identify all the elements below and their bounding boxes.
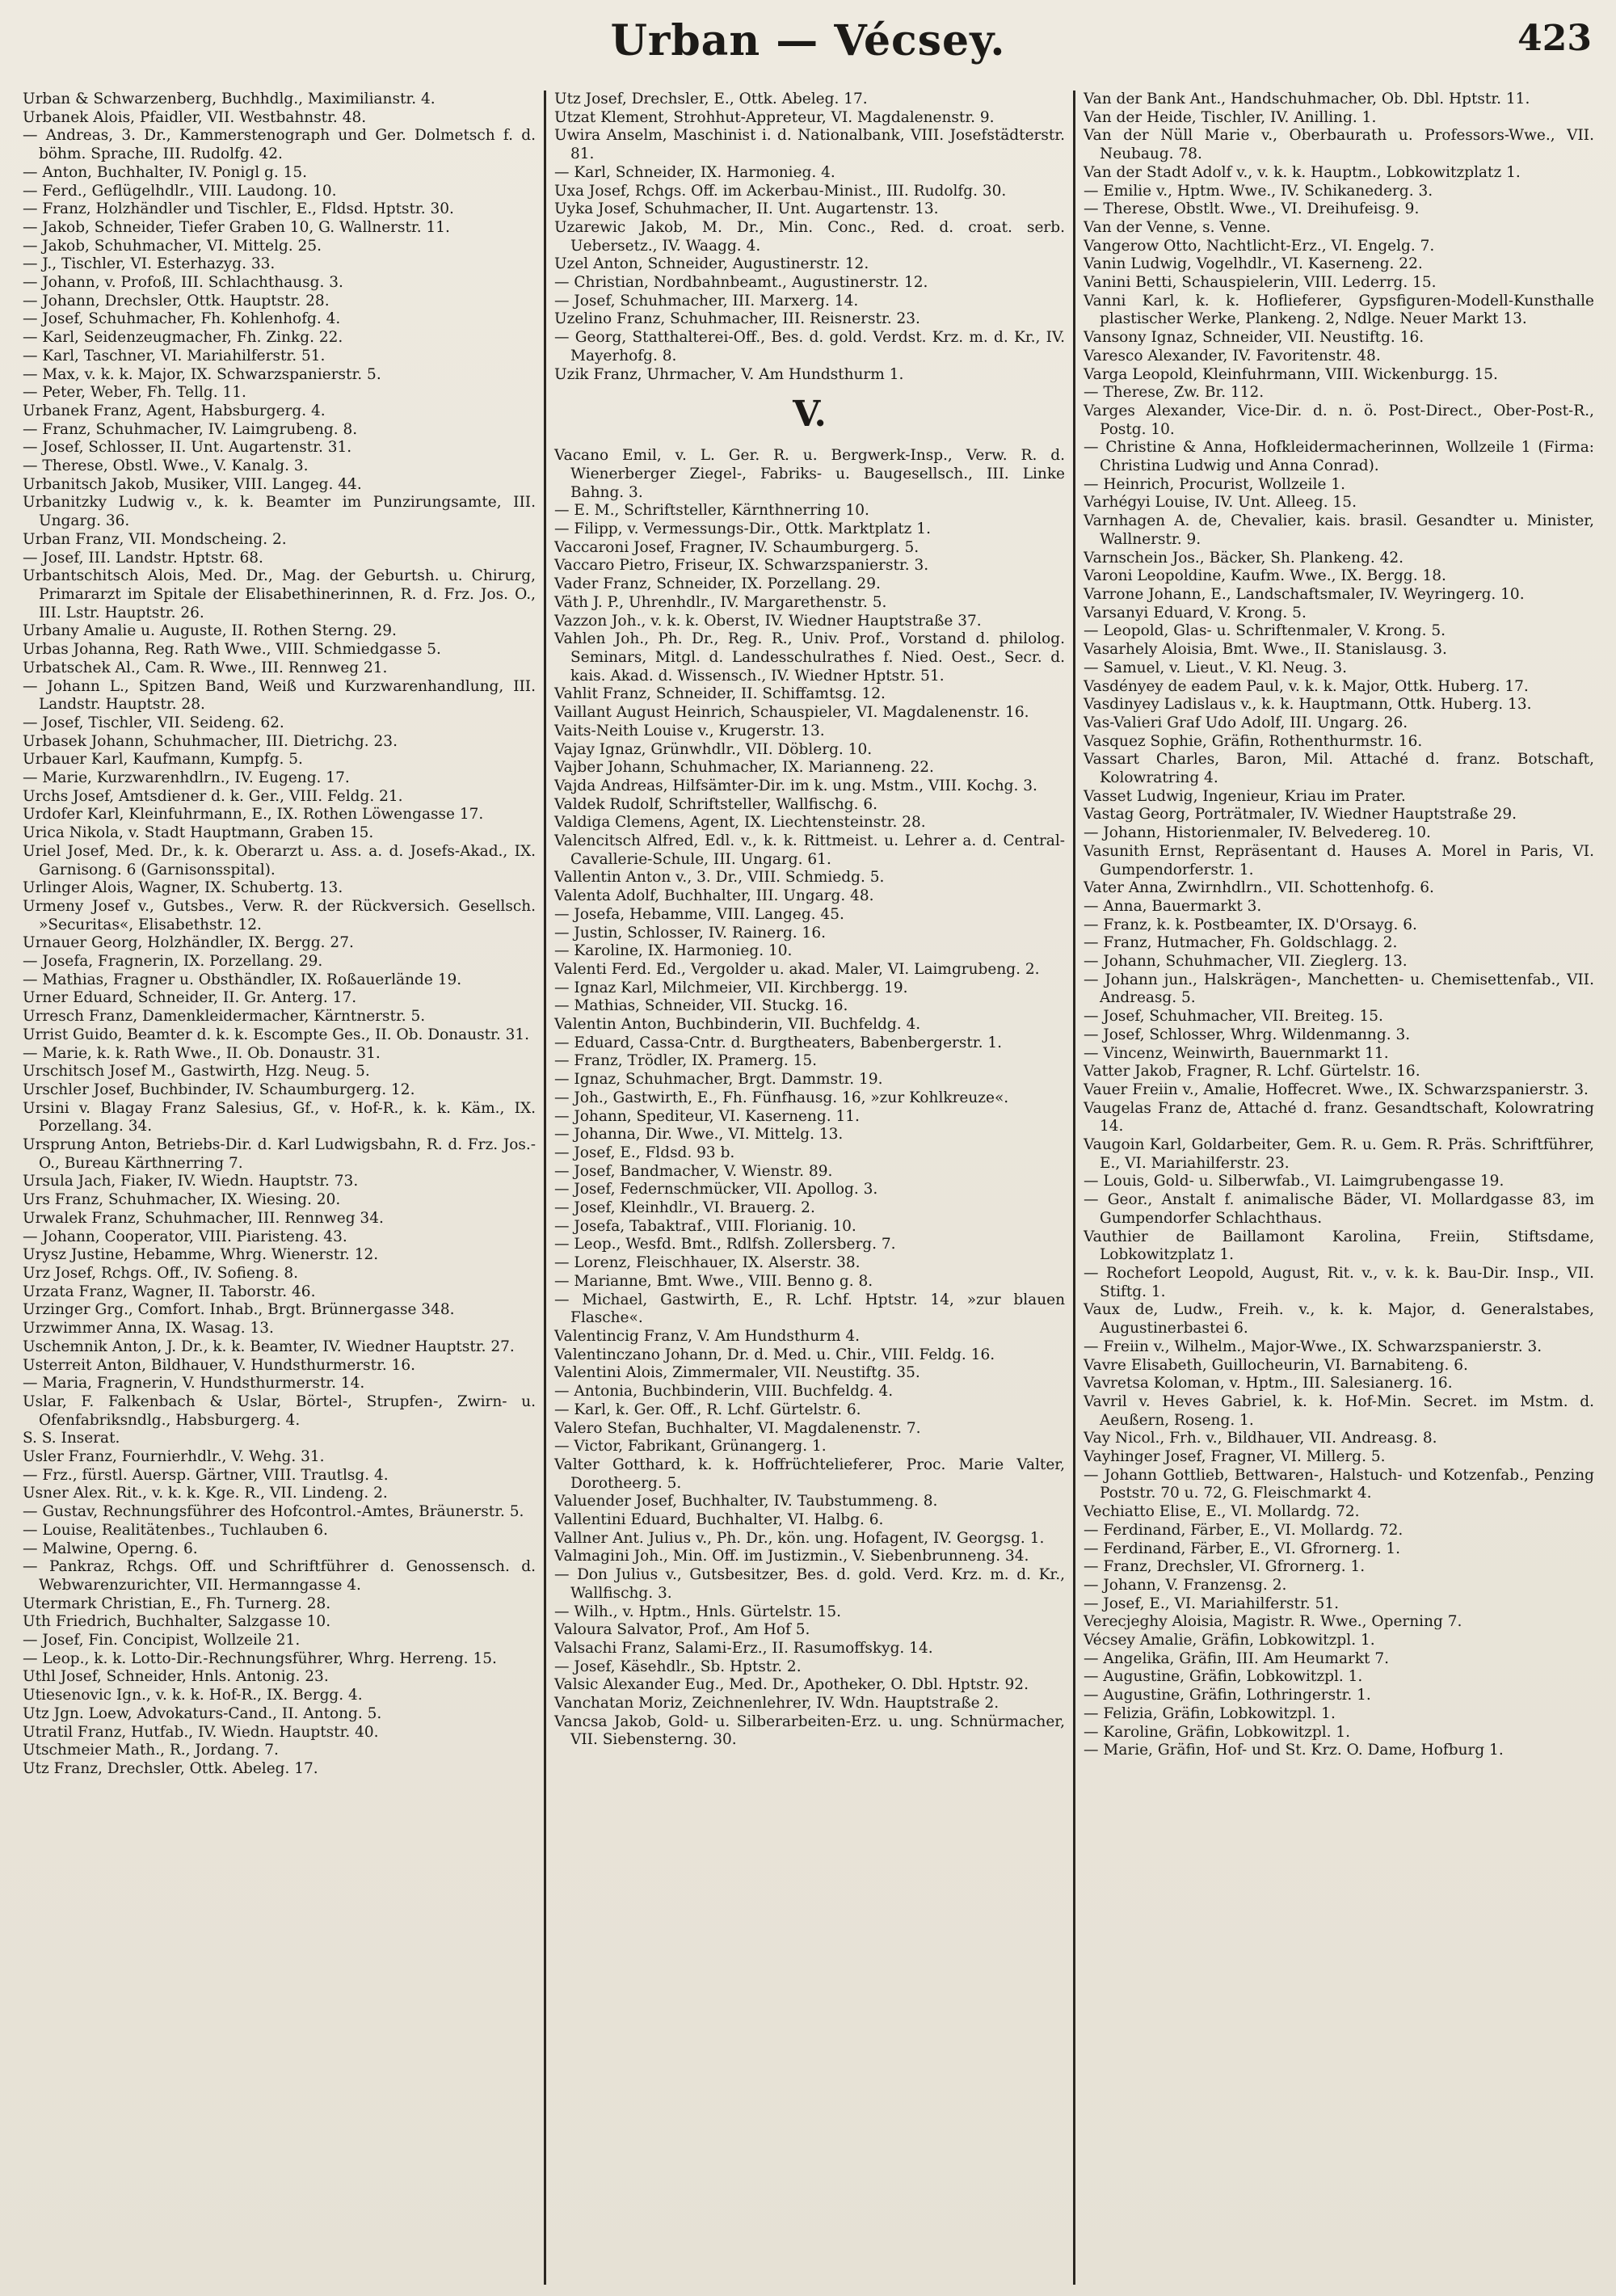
directory-entry: Valenta Adolf, Buchhalter, III. Ungarg. 48. bbox=[554, 887, 874, 905]
section-letter: V. bbox=[793, 394, 827, 436]
directory-entry: Vanin Ludwig, Vogelhdlr., VI. Kaserneng. 22. bbox=[1084, 255, 1423, 273]
directory-entry: — Augustine, Gräfin, Lobkowitzpl. 1. bbox=[1084, 1668, 1363, 1686]
directory-entry: Urbanitzky Ludwig v., k. k. Beamter im Punzirungsamte, III. Ungarg. 36. bbox=[23, 494, 536, 530]
directory-entry: — Pankraz, Rchgs. Off. und Schriftführer d. Genossensch. d. Webwarenzurichter, VII. Hermanngasse 4. bbox=[23, 1558, 536, 1594]
directory-entry: Utschmeier Math., R., Jordang. 7. bbox=[23, 1742, 279, 1759]
directory-entry: — Freiin v., Wilhelm., Major-Wwe., IX. Schwarzspanierstr. 3. bbox=[1084, 1338, 1542, 1355]
columns bbox=[15, 91, 1603, 2285]
directory-entry: — Josef, Federnschmücker, VII. Apollog. 3. bbox=[554, 1181, 878, 1199]
directory-entry: Valentinczano Johann, Dr. d. Med. u. Chir., VIII. Feldg. 16. bbox=[554, 1346, 995, 1363]
directory-entry: Usler Franz, Fournierhdlr., V. Wehg. 31. bbox=[23, 1448, 325, 1466]
directory-entry: Valdiga Clemens, Agent, IX. Liechtensteinstr. 28. bbox=[554, 814, 926, 832]
directory-entry: Uzik Franz, Uhrmacher, V. Am Hundsthurm 1. bbox=[554, 365, 904, 383]
directory-entry: Urzinger Grg., Comfort. Inhab., Brgt. Brünnergasse 348. bbox=[23, 1301, 455, 1319]
directory-entry: — Leop., k. k. Lotto-Dir.-Rechnungsführer, Whrg. Herreng. 15. bbox=[23, 1649, 497, 1667]
directory-entry: Vader Franz, Schneider, IX. Porzellang. 29. bbox=[554, 575, 881, 593]
directory-entry: Urbany Amalie u. Auguste, II. Rothen Sterng. 29. bbox=[23, 622, 397, 640]
running-head: Urban — Vécsey. bbox=[610, 16, 1006, 65]
directory-entry: — Franz, k. k. Postbeamter, IX. D'Orsayg. 6. bbox=[1084, 916, 1417, 933]
directory-entry: Urbatschek Al., Cam. R. Wwe., III. Rennweg 21. bbox=[23, 659, 388, 676]
directory-entry: Vallentin Anton v., 3. Dr., VIII. Schmiedg. 5. bbox=[554, 869, 885, 887]
directory-entry: — Josefa, Fragnerin, IX. Porzellang. 29. bbox=[23, 953, 323, 971]
directory-entry: Valenti Ferd. Ed., Vergolder u. akad. Maler, VI. Laimgrubeng. 2. bbox=[554, 960, 1040, 978]
directory-entry: Vavretsa Koloman, v. Hptm., III. Salesianerg. 16. bbox=[1084, 1375, 1453, 1392]
directory-entry: — Lorenz, Fleischhauer, IX. Alserstr. 38. bbox=[554, 1254, 861, 1272]
directory-entry: — Peter, Weber, Fh. Tellg. 11. bbox=[23, 384, 246, 402]
directory-entry: — Johann, v. Profoß, III. Schlachthausg. 3. bbox=[23, 274, 343, 292]
directory-entry: Uwira Anselm, Maschinist i. d. Nationalbank, VIII. Josefstädterstr. 81. bbox=[554, 127, 1065, 163]
directory-entry: Utz Josef, Drechsler, E., Ottk. Abeleg. 17. bbox=[554, 91, 868, 107]
directory-entry: — Marianne, Bmt. Wwe., VIII. Benno g. 8. bbox=[554, 1272, 873, 1290]
directory-entry: — Marie, k. k. Rath Wwe., II. Ob. Donaustr. 31. bbox=[23, 1044, 381, 1062]
directory-entry: Varoni Leopoldine, Kaufm. Wwe., IX. Bergg. 18. bbox=[1084, 567, 1446, 585]
directory-entry: — Angelika, Gräfin, III. Am Heumarkt 7. bbox=[1084, 1649, 1390, 1667]
directory-entry: Urresch Franz, Damenkleidermacher, Kärntnerstr. 5. bbox=[23, 1008, 426, 1026]
directory-entry: Valter Gotthard, k. k. Hoffrüchtelieferer, Proc. Marie Valter, Dorotheerg. 5. bbox=[554, 1456, 1065, 1492]
directory-entry: Varga Leopold, Kleinfuhrmann, VIII. Wickenburgg. 15. bbox=[1084, 365, 1498, 383]
directory-entry: — Louise, Realitätenbes., Tuchlauben 6. bbox=[23, 1521, 328, 1539]
directory-entry: Vas-Valieri Graf Udo Adolf, III. Ungarg. 26. bbox=[1084, 714, 1408, 731]
directory-entry: Valmagini Joh., Min. Off. im Justizmin., V. Siebenbrunneng. 34. bbox=[554, 1548, 1029, 1565]
directory-entry: Vajay Ignaz, Grünwhdlr., VII. Döblerg. 10. bbox=[554, 740, 873, 758]
directory-entry: Urzata Franz, Wagner, II. Taborstr. 46. bbox=[23, 1283, 316, 1300]
directory-entry: — Vincenz, Weinwirth, Bauernmarkt 11. bbox=[1084, 1044, 1389, 1062]
directory-entry: — Josef, Tischler, VII. Seideng. 62. bbox=[23, 714, 284, 731]
directory-entry: Urysz Justine, Hebamme, Whrg. Wienerstr. 12. bbox=[23, 1246, 379, 1264]
directory-entry: Urbantschitsch Alois, Med. Dr., Mag. der Geburtsh. u. Chirurg, Primararzt im Spitale der Elisabethinerinnen, R. d. Frz. Jos. O., III. Lstr. Hauptstr. 26. bbox=[23, 567, 536, 621]
directory-entry: Vaccaro Pietro, Friseur, IX. Schwarzspanierstr. 3. bbox=[554, 557, 929, 575]
directory-entry: Varnhagen A. de, Chevalier, kais. brasil. Gesandter u. Minister, Wallnerstr. 9. bbox=[1084, 512, 1594, 548]
directory-entry: Vahlit Franz, Schneider, II. Schiffamtsg. 12. bbox=[554, 685, 886, 703]
directory-entry: Vaillant August Heinrich, Schauspieler, VI. Magdalenenstr. 16. bbox=[554, 704, 1029, 722]
directory-entry: — Johann Gottlieb, Bettwaren-, Halstuch- und Kotzenfab., Penzing Poststr. 70 u. 72, G. Fleischmarkt 4. bbox=[1084, 1466, 1594, 1502]
directory-entry: — Samuel, v. Lieut., V. Kl. Neug. 3. bbox=[1084, 659, 1348, 676]
directory-entry: — Karl, Seidenzeugmacher, Fh. Zinkg. 22. bbox=[23, 329, 343, 347]
directory-entry: — Leopold, Glas- u. Schriftenmaler, V. Krong. 5. bbox=[1084, 622, 1446, 640]
directory-entry: Vangerow Otto, Nachtlicht-Erz., VI. Engelg. 7. bbox=[1084, 237, 1435, 255]
directory-entry: — Therese, Obstl. Wwe., V. Kanalg. 3. bbox=[23, 457, 309, 475]
directory-entry: — Andreas, 3. Dr., Kammerstenograph und Ger. Dolmetsch f. d. böhm. Sprache, III. Rudolfg. 42. bbox=[23, 127, 536, 163]
directory-entry: — Heinrich, Procurist, Wollzeile 1. bbox=[1084, 475, 1345, 493]
column-3 bbox=[1073, 91, 1602, 2285]
directory-entry: — Josef, Schlosser, Whrg. Wildenmanng. 3. bbox=[1084, 1026, 1411, 1043]
directory-entry: — Ferdinand, Färber, E., VI. Mollardg. 72. bbox=[1084, 1521, 1403, 1539]
directory-entry: Urbanitsch Jakob, Musiker, VIII. Langeg. 44. bbox=[23, 475, 362, 493]
directory-entry: Ursprung Anton, Betriebs-Dir. d. Karl Ludwigsbahn, R. d. Frz. Jos.-O., Bureau Kärthnerring 7. bbox=[23, 1136, 536, 1172]
directory-entry: Utzat Klement, Strohhut-Appreteur, VI. Magdalenenstr. 9. bbox=[554, 108, 995, 126]
directory-entry: — Ferdinand, Färber, E., VI. Gfrornerg. 1. bbox=[1084, 1540, 1401, 1557]
directory-entry: — Josefa, Hebamme, VIII. Langeg. 45. bbox=[554, 905, 844, 923]
directory-entry: Varnschein Jos., Bäcker, Sh. Plankeng. 42. bbox=[1084, 549, 1404, 567]
directory-entry: Vastag Georg, Porträtmaler, IV. Wiedner Hauptstraße 29. bbox=[1084, 806, 1517, 824]
directory-entry: Vaux de, Ludw., Freih. v., k. k. Major, d. Generalstabes, Augustinerbastei 6. bbox=[1084, 1301, 1594, 1338]
directory-entry: Urban & Schwarzenberg, Buchhdlg., Maximilianstr. 4. bbox=[23, 91, 436, 107]
directory-entry: Vancsa Jakob, Gold- u. Silberarbeiten-Erz. u. ung. Schnürmacher, VII. Siebensterng. 30. bbox=[554, 1713, 1065, 1749]
directory-entry: — Karl, Schneider, IX. Harmonieg. 4. bbox=[554, 163, 835, 181]
directory-entry: Valdek Rudolf, Schriftsteller, Wallfischg. 6. bbox=[554, 795, 878, 813]
directory-entry: Vanchatan Moriz, Zeichnenlehrer, IV. Wdn. Hauptstraße 2. bbox=[554, 1695, 999, 1713]
directory-entry: — Rochefort Leopold, August, Rit. v., v. k. k. Bau-Dir. Insp., VII. Stiftg. 1. bbox=[1084, 1265, 1594, 1300]
directory-entry: Vazzon Joh., v. k. k. Oberst, IV. Wiedner Hauptstraße 37. bbox=[554, 612, 982, 630]
directory-entry: — Karoline, IX. Harmonieg. 10. bbox=[554, 942, 793, 960]
directory-entry: Vacano Emil, v. L. Ger. R. u. Bergwerk-Insp., Verw. R. d. Wienerberger Ziegel-, Fabriks- u. Baugesellsch., III. Linke Bahng. 3. bbox=[554, 447, 1065, 501]
directory-entry: — Therese, Obstlt. Wwe., VI. Dreihufeisg. 9. bbox=[1084, 200, 1420, 218]
directory-entry: Uriel Josef, Med. Dr., k. k. Oberarzt u. Ass. a. d. Josefs-Akad., IX. Garnisong. 6 (Garnisonsspital). bbox=[23, 842, 536, 878]
directory-entry: Vassart Charles, Baron, Mil. Attaché d. franz. Botschaft, Kolowratring 4. bbox=[1084, 751, 1594, 787]
directory-entry: — Gustav, Rechnungsführer des Hofcontrol.-Amtes, Bräunerstr. 5. bbox=[23, 1503, 524, 1521]
directory-entry: — Franz, Schuhmacher, IV. Laimgrubeng. 8. bbox=[23, 420, 358, 438]
page-header bbox=[0, 0, 1616, 73]
directory-entry: Vaugoin Karl, Goldarbeiter, Gem. R. u. Gem. R. Präs. Schriftführer, E., VI. Mariahilferstr. 23. bbox=[1084, 1136, 1594, 1172]
page-number: 423 bbox=[1517, 18, 1592, 59]
directory-entry: — Frz., fürstl. Auersp. Gärtner, VIII. Trautlsg. 4. bbox=[23, 1466, 389, 1484]
directory-entry: Uyka Josef, Schuhmacher, II. Unt. Augartenstr. 13. bbox=[554, 200, 939, 218]
directory-entry: Vauer Freiin v., Amalie, Hoffecret. Wwe., IX. Schwarzspanierstr. 3. bbox=[1084, 1081, 1589, 1098]
directory-entry: Urschler Josef, Buchbinder, IV. Schaumburgerg. 12. bbox=[23, 1081, 415, 1098]
directory-entry: Urbanek Alois, Pfaidler, VII. Westbahnstr. 48. bbox=[23, 108, 367, 126]
directory-entry: — Victor, Fabrikant, Grünangerg. 1. bbox=[554, 1438, 827, 1456]
directory-entry: Urica Nikola, v. Stadt Hauptmann, Graben 15. bbox=[23, 824, 374, 842]
directory-entry: Urner Eduard, Schneider, II. Gr. Anterg. 17. bbox=[23, 989, 357, 1007]
directory-entry: — Christian, Nordbahnbeamt., Augustinerstr. 12. bbox=[554, 274, 928, 292]
directory-entry: — Johann jun., Halskrägen-, Manchetten- u. Chemisettenfab., VII. Andreasg. 5. bbox=[1084, 971, 1594, 1007]
directory-entry: Vay Nicol., Frh. v., Bildhauer, VII. Andreasg. 8. bbox=[1084, 1430, 1437, 1447]
directory-entry: — Johann L., Spitzen Band, Weiß und Kurzwarenhandlung, III. Landstr. Hauptstr. 28. bbox=[23, 677, 536, 714]
directory-entry: Vayhinger Josef, Fragner, VI. Millerg. 5. bbox=[1084, 1448, 1386, 1466]
directory-entry: Vechiatto Elise, E., VI. Mollardg. 72. bbox=[1084, 1503, 1360, 1521]
directory-entry: — Emilie v., Hptm. Wwe., IV. Schikanederg. 3. bbox=[1084, 182, 1433, 200]
directory-entry: Van der Bank Ant., Handschuhmacher, Ob. Dbl. Hptstr. 11. bbox=[1084, 91, 1530, 107]
directory-entry: Urschitsch Josef M., Gastwirth, Hzg. Neug. 5. bbox=[23, 1063, 370, 1081]
directory-entry: — Mathias, Schneider, VII. Stuckg. 16. bbox=[554, 997, 848, 1015]
directory-entry: Utz Franz, Drechsler, Ottk. Abeleg. 17. bbox=[23, 1759, 318, 1777]
directory-entry: — Johann, Schuhmacher, VII. Zieglerg. 13. bbox=[1084, 953, 1408, 971]
directory-entry: — Johann, Drechsler, Ottk. Hauptstr. 28. bbox=[23, 292, 330, 310]
directory-entry: Usterreit Anton, Bildhauer, V. Hundsthurmerstr. 16. bbox=[23, 1356, 416, 1374]
directory-entry: Van der Stadt Adolf v., v. k. k. Hauptm., Lobkowitzplatz 1. bbox=[1084, 163, 1521, 181]
directory-entry: — Josef, III. Landstr. Hptstr. 68. bbox=[23, 549, 263, 567]
directory-entry: — Geor., Anstalt f. animalische Bäder, VI. Mollardgasse 83, im Gumpendorfer Schlachthaus. bbox=[1084, 1191, 1594, 1227]
directory-entry: Utiesenovic Ign., v. k. k. Hof-R., IX. Bergg. 4. bbox=[23, 1687, 363, 1704]
directory-entry: Valsachi Franz, Salami-Erz., II. Rasumoffskyg. 14. bbox=[554, 1639, 933, 1657]
directory-entry: Urbauer Karl, Kaufmann, Kumpfg. 5. bbox=[23, 751, 303, 769]
directory-entry: — Therese, Zw. Br. 112. bbox=[1084, 384, 1265, 402]
directory-entry: Valero Stefan, Buchhalter, VI. Magdalenenstr. 7. bbox=[554, 1419, 921, 1437]
directory-entry: Vauthier de Baillamont Karolina, Freiin, Stiftsdame, Lobkowitzplatz 1. bbox=[1084, 1228, 1594, 1264]
directory-entry: — Malwine, Operng. 6. bbox=[23, 1540, 198, 1557]
directory-entry: Utz Jgn. Loew, Advokaturs-Cand., II. Antong. 5. bbox=[23, 1704, 382, 1722]
directory-entry: Vallner Ant. Julius v., Ph. Dr., kön. ung. Hofagent, IV. Georgsg. 1. bbox=[554, 1529, 1045, 1547]
directory-entry: — Christine & Anna, Hofkleidermacherinnen, Wollzeile 1 (Firma: Christina Ludwig und Anna Conrad). bbox=[1084, 439, 1594, 475]
directory-entry: Vasunith Ernst, Repräsentant d. Hauses A. Morel in Paris, VI. Gumpendorferstr. 1. bbox=[1084, 842, 1594, 878]
directory-entry: Utermark Christian, E., Fh. Turnerg. 28. bbox=[23, 1595, 331, 1612]
directory-entry: Uschemnik Anton, J. Dr., k. k. Beamter, IV. Wiedner Hauptstr. 27. bbox=[23, 1338, 515, 1355]
directory-entry: Urrist Guido, Beamter d. k. k. Escompte Ges., II. Ob. Donaustr. 31. bbox=[23, 1026, 530, 1043]
directory-entry: — Karl, k. Ger. Off., R. Lchf. Gürtelstr. 6. bbox=[554, 1401, 861, 1418]
directory-entry: Van der Heide, Tischler, IV. Anilling. 1. bbox=[1084, 108, 1377, 126]
directory-entry: — Karoline, Gräfin, Lobkowitzpl. 1. bbox=[1084, 1723, 1351, 1741]
directory-entry: Urzwimmer Anna, IX. Wasag. 13. bbox=[23, 1320, 274, 1338]
directory-entry: Ursini v. Blagay Franz Salesius, Gf., v. Hof-R., k. k. Käm., IX. Porzellang. 34. bbox=[23, 1099, 536, 1135]
directory-entry: Urs Franz, Schuhmacher, IX. Wiesing. 20. bbox=[23, 1191, 341, 1209]
directory-entry: Urbas Johanna, Reg. Rath Wwe., VIII. Schmiedgasse 5. bbox=[23, 641, 441, 659]
directory-entry: — Anna, Bauermarkt 3. bbox=[1084, 897, 1262, 915]
directory-entry: Vajber Johann, Schuhmacher, IX. Marianneng. 22. bbox=[554, 759, 934, 777]
directory-entry: — Eduard, Cassa-Cntr. d. Burgtheaters, Babenbergerstr. 1. bbox=[554, 1034, 1003, 1051]
directory-entry: Urmeny Josef v., Gutsbes., Verw. R. der Rückversich. Gesellsch. »Securitas«, Elisabethstr. 12. bbox=[23, 897, 536, 933]
directory-entry: — Filipp, v. Vermessungs-Dir., Ottk. Marktplatz 1. bbox=[554, 520, 931, 538]
directory-entry: Vahlen Joh., Ph. Dr., Reg. R., Univ. Prof., Vorstand d. philolog. Seminars, Mitgl. d. Landesschulrathes f. Nied. Oest., Secr. d. kais. Akad. d. Wissensch., IV. Wiedner Hptstr. 51. bbox=[554, 630, 1065, 685]
directory-entry: Uslar, F. Falkenbach & Uslar, Börtel-, Strupfen-, Zwirn- u. Ofenfabriksndlg., Habsburgerg. 4. bbox=[23, 1392, 536, 1429]
directory-entry: — Johann, Cooperator, VIII. Piaristeng. 43. bbox=[23, 1228, 347, 1245]
directory-entry: Valentincig Franz, V. Am Hundsthurm 4. bbox=[554, 1328, 861, 1345]
directory-entry: Vasquez Sophie, Gräfin, Rothenthurmstr. 16. bbox=[1084, 732, 1423, 750]
directory-entry: Varesco Alexander, IV. Favoritenstr. 48. bbox=[1084, 347, 1381, 364]
directory-entry: Vavre Elisabeth, Guillocheurin, VI. Barnabiteng. 6. bbox=[1084, 1356, 1468, 1374]
directory-entry: Van der Venne, s. Venne. bbox=[1084, 218, 1271, 236]
directory-entry: — Louis, Gold- u. Silberwfab., VI. Laimgrubengasse 19. bbox=[1084, 1173, 1504, 1190]
directory-entry: Valsic Alexander Eug., Med. Dr., Apotheker, O. Dbl. Hptstr. 92. bbox=[554, 1676, 1029, 1694]
directory-entry: — Wilh., v. Hptm., Hnls. Gürtelstr. 15. bbox=[554, 1603, 842, 1620]
directory-entry: — Franz, Hutmacher, Fh. Goldschlagg. 2. bbox=[1084, 934, 1398, 952]
directory-entry: — Josef, Bandmacher, V. Wienstr. 89. bbox=[554, 1162, 833, 1180]
directory-entry: — Johanna, Dir. Wwe., VI. Mittelg. 13. bbox=[554, 1126, 844, 1144]
directory-entry: Vaccaroni Josef, Fragner, IV. Schaumburgerg. 5. bbox=[554, 538, 920, 556]
directory-entry: Urlinger Alois, Wagner, IX. Schubertg. 13. bbox=[23, 879, 343, 897]
directory-entry: — Leop., Wesfd. Bmt., Rdlfsh. Zollersberg. 7. bbox=[554, 1236, 896, 1253]
directory-entry: — Felizia, Gräfin, Lobkowitzpl. 1. bbox=[1084, 1704, 1336, 1722]
directory-entry: Verecjeghy Aloisia, Magistr. R. Wwe., Operning 7. bbox=[1084, 1613, 1462, 1631]
directory-entry: Vatter Jakob, Fragner, R. Lchf. Gürtelstr. 16. bbox=[1084, 1063, 1420, 1081]
directory-entry: Vansony Ignaz, Schneider, VII. Neustiftg. 16. bbox=[1084, 329, 1425, 347]
directory-entry: Urdofer Karl, Kleinfuhrmann, E., IX. Rothen Löwengasse 17. bbox=[23, 806, 484, 824]
directory-entry: Uzelino Franz, Schuhmacher, III. Reisnerstr. 23. bbox=[554, 310, 920, 328]
directory-entry: — Georg, Statthalterei-Off., Bes. d. gold. Verdst. Krz. m. d. Kr., IV. Mayerhofg. 8. bbox=[554, 329, 1065, 364]
directory-entry: — Don Julius v., Gutsbesitzer, Bes. d. gold. Verd. Krz. m. d. Kr., Wallfischg. 3. bbox=[554, 1566, 1065, 1602]
directory-entry: Usner Alex. Rit., v. k. k. Kge. R., VII. Lindeng. 2. bbox=[23, 1485, 388, 1502]
directory-entry: Urz Josef, Rchgs. Off., IV. Sofieng. 8. bbox=[23, 1265, 299, 1282]
directory-entry: — Antonia, Buchbinderin, VIII. Buchfeldg. 4. bbox=[554, 1383, 894, 1401]
directory-entry: — Franz, Holzhändler und Tischler, E., Fldsd. Hptstr. 30. bbox=[23, 200, 454, 218]
directory-entry: — Maria, Fragnerin, V. Hundsthurmerstr. 14. bbox=[23, 1375, 365, 1392]
directory-entry: Uzel Anton, Schneider, Augustinerstr. 12. bbox=[554, 255, 869, 273]
directory-entry: — Jakob, Schneider, Tiefer Graben 10, G. Wallnerstr. 11. bbox=[23, 218, 450, 236]
directory-entry: — Marie, Gräfin, Hof- und St. Krz. O. Dame, Hofburg 1. bbox=[1084, 1742, 1504, 1759]
directory-entry: Vasset Ludwig, Ingenieur, Kriau im Prater. bbox=[1084, 787, 1406, 805]
directory-entry: — Josef, Schlosser, II. Unt. Augartenstr. 31. bbox=[23, 439, 352, 457]
directory-entry: — Anton, Buchhalter, IV. Ponigl g. 15. bbox=[23, 163, 308, 181]
directory-entry: Urbasek Johann, Schuhmacher, III. Dietrichg. 23. bbox=[23, 732, 398, 750]
directory-entry: — Michael, Gastwirth, E., R. Lchf. Hptstr. 14, »zur blauen Flasche«. bbox=[554, 1291, 1065, 1327]
directory-entry: — Justin, Schlosser, IV. Rainerg. 16. bbox=[554, 924, 826, 942]
directory-entry: Uzarewic Jakob, M. Dr., Min. Conc., Red. d. croat. serb. Uebersetz., IV. Waagg. 4. bbox=[554, 218, 1065, 255]
directory-entry: Urban Franz, VII. Mondscheing. 2. bbox=[23, 530, 287, 548]
directory-entry: — Josef, Schuhmacher, VII. Breiteg. 15. bbox=[1084, 1008, 1383, 1026]
directory-entry: — Franz, Drechsler, VI. Gfrornerg. 1. bbox=[1084, 1558, 1366, 1576]
directory-entry: — Josef, Fin. Concipist, Wollzeile 21. bbox=[23, 1632, 301, 1649]
directory-entry: Vajda Andreas, Hilfsämter-Dir. im k. ung. Mstm., VIII. Kochg. 3. bbox=[554, 777, 1037, 794]
directory-entry: Urbanek Franz, Agent, Habsburgerg. 4. bbox=[23, 402, 326, 419]
directory-entry: Valencitsch Alfred, Edl. v., k. k. Rittmeist. u. Lehrer a. d. Central-Cavallerie-Schule, III. Ungarg. 61. bbox=[554, 832, 1065, 868]
directory-entry: — Ignaz, Schuhmacher, Brgt. Dammstr. 19. bbox=[554, 1071, 883, 1089]
directory-entry: — Joh., Gastwirth, E., Fh. Fünfhausg. 16, »zur Kohlkreuze«. bbox=[554, 1089, 1009, 1106]
directory-entry: Vasdinyey Ladislaus v., k. k. Hauptmann, Ottk. Huberg. 13. bbox=[1084, 696, 1532, 714]
directory-entry: Vanini Betti, Schauspielerin, VIII. Lederrg. 15. bbox=[1084, 274, 1437, 292]
directory-entry: Vaugelas Franz de, Attaché d. franz. Gesandtschaft, Kolowratring 14. bbox=[1084, 1099, 1594, 1135]
directory-entry: Väth J. P., Uhrenhdlr., IV. Margarethenstr. 5. bbox=[554, 593, 887, 611]
directory-entry: Ursula Jach, Fiaker, IV. Wiedn. Hauptstr. 73. bbox=[23, 1173, 359, 1190]
directory-entry: Vavril v. Heves Gabriel, k. k. Hof-Min. Secret. im Mstm. d. Aeußern, Roseng. 1. bbox=[1084, 1392, 1594, 1429]
directory-entry: — Jakob, Schuhmacher, VI. Mittelg. 25. bbox=[23, 237, 322, 255]
directory-entry: Uth Friedrich, Buchhalter, Salzgasse 10. bbox=[23, 1613, 331, 1631]
directory-entry: Vanni Karl, k. k. Hoflieferer, Gypsfiguren-Modell-Kunsthalle plastischer Werke, Plankeng. 2, Ndlge. Neuer Markt 13. bbox=[1084, 292, 1594, 328]
directory-entry: — Josef, Käsehdlr., Sb. Hptstr. 2. bbox=[554, 1658, 802, 1675]
directory-entry: S. S. Inserat. bbox=[23, 1430, 120, 1447]
directory-entry: — Josef, Schuhmacher, Fh. Kohlenhofg. 4. bbox=[23, 310, 341, 328]
directory-entry: Urnauer Georg, Holzhändler, IX. Bergg. 27. bbox=[23, 934, 354, 952]
directory-entry: Vécsey Amalie, Gräfin, Lobkowitzpl. 1. bbox=[1084, 1632, 1375, 1649]
directory-entry: Valuender Josef, Buchhalter, IV. Taubstummeng. 8. bbox=[554, 1493, 938, 1510]
directory-entry: — Mathias, Fragner u. Obsthändler, IX. Roßauerlände 19. bbox=[23, 971, 462, 988]
directory-entry: — Karl, Taschner, VI. Mariahilferstr. 51. bbox=[23, 347, 326, 364]
directory-entry: — Johann, Spediteur, VI. Kaserneng. 11. bbox=[554, 1107, 860, 1125]
directory-entry: Varrone Johann, E., Landschaftsmaler, IV. Weyringerg. 10. bbox=[1084, 585, 1525, 603]
directory-entry: — E. M., Schriftsteller, Kärnthnerring 10. bbox=[554, 502, 869, 520]
directory-entry: — Josef, Kleinhdlr., VI. Brauerg. 2. bbox=[554, 1199, 815, 1217]
directory-entry: Vasarhely Aloisia, Bmt. Wwe., II. Stanislausg. 3. bbox=[1084, 641, 1447, 659]
directory-entry: Vaits-Neith Louise v., Krugerstr. 13. bbox=[554, 722, 825, 739]
directory-entry: — Josef, E., Fldsd. 93 b. bbox=[554, 1144, 735, 1161]
directory-entry: Vasdényey de eadem Paul, v. k. k. Major, Ottk. Huberg. 17. bbox=[1084, 677, 1529, 695]
directory-entry: Valentin Anton, Buchbinderin, VII. Buchfeldg. 4. bbox=[554, 1016, 921, 1034]
directory-entry: — Ignaz Karl, Milchmeier, VII. Kirchbergg. 19. bbox=[554, 979, 908, 996]
column-2 bbox=[544, 91, 1073, 2285]
directory-entry: Van der Nüll Marie v., Oberbaurath u. Professors-Wwe., VII. Neubaug. 78. bbox=[1084, 127, 1594, 163]
directory-entry: — J., Tischler, VI. Esterhazyg. 33. bbox=[23, 255, 276, 273]
directory-entry: Uxa Josef, Rchgs. Off. im Ackerbau-Minist., III. Rudolfg. 30. bbox=[554, 182, 1007, 200]
directory-entry: — Josefa, Tabaktraf., VIII. Florianig. 10. bbox=[554, 1217, 856, 1235]
directory-entry: — Augustine, Gräfin, Lothringerstr. 1. bbox=[1084, 1687, 1371, 1704]
directory-entry: — Josef, E., VI. Mariahilferstr. 51. bbox=[1084, 1595, 1339, 1612]
directory-entry: Valentini Alois, Zimmermaler, VII. Neustiftg. 35. bbox=[554, 1364, 920, 1382]
directory-entry: Utratil Franz, Hutfab., IV. Wiedn. Hauptstr. 40. bbox=[23, 1723, 379, 1741]
directory-entry: Varsanyi Eduard, V. Krong. 5. bbox=[1084, 604, 1307, 621]
directory-entry: — Josef, Schuhmacher, III. Marxerg. 14. bbox=[554, 292, 859, 310]
directory-entry: — Ferd., Geflügelhdlr., VIII. Laudong. 10. bbox=[23, 182, 337, 200]
directory-entry: Varges Alexander, Vice-Dir. d. n. ö. Post-Direct., Ober-Post-R., Postg. 10. bbox=[1084, 402, 1594, 438]
directory-entry: Varhégyi Louise, IV. Unt. Alleeg. 15. bbox=[1084, 494, 1357, 512]
directory-entry: Valoura Salvator, Prof., Am Hof 5. bbox=[554, 1621, 810, 1639]
directory-entry: Urchs Josef, Amtsdiener d. k. Ger., VIII. Feldg. 21. bbox=[23, 787, 403, 805]
column-1 bbox=[15, 91, 544, 2285]
directory-entry: — Max, v. k. k. Major, IX. Schwarzspanierstr. 5. bbox=[23, 365, 381, 383]
directory-entry: Urwalek Franz, Schuhmacher, III. Rennweg 34. bbox=[23, 1209, 384, 1227]
directory-entry: Vater Anna, Zwirnhdlrn., VII. Schottenhofg. 6. bbox=[1084, 879, 1434, 897]
directory-entry: — Johann, V. Franzensg. 2. bbox=[1084, 1576, 1287, 1594]
directory-entry: — Johann, Historienmaler, IV. Belvedereg. 10. bbox=[1084, 824, 1431, 842]
directory-entry: Vallentini Eduard, Buchhalter, VI. Halbg. 6. bbox=[554, 1511, 884, 1529]
directory-entry: — Marie, Kurzwarenhdlrn., IV. Eugeng. 17. bbox=[23, 769, 350, 787]
directory-entry: Uthl Josef, Schneider, Hnls. Antonig. 23. bbox=[23, 1668, 329, 1686]
directory-entry: — Franz, Trödler, IX. Pramerg. 15. bbox=[554, 1052, 818, 1070]
